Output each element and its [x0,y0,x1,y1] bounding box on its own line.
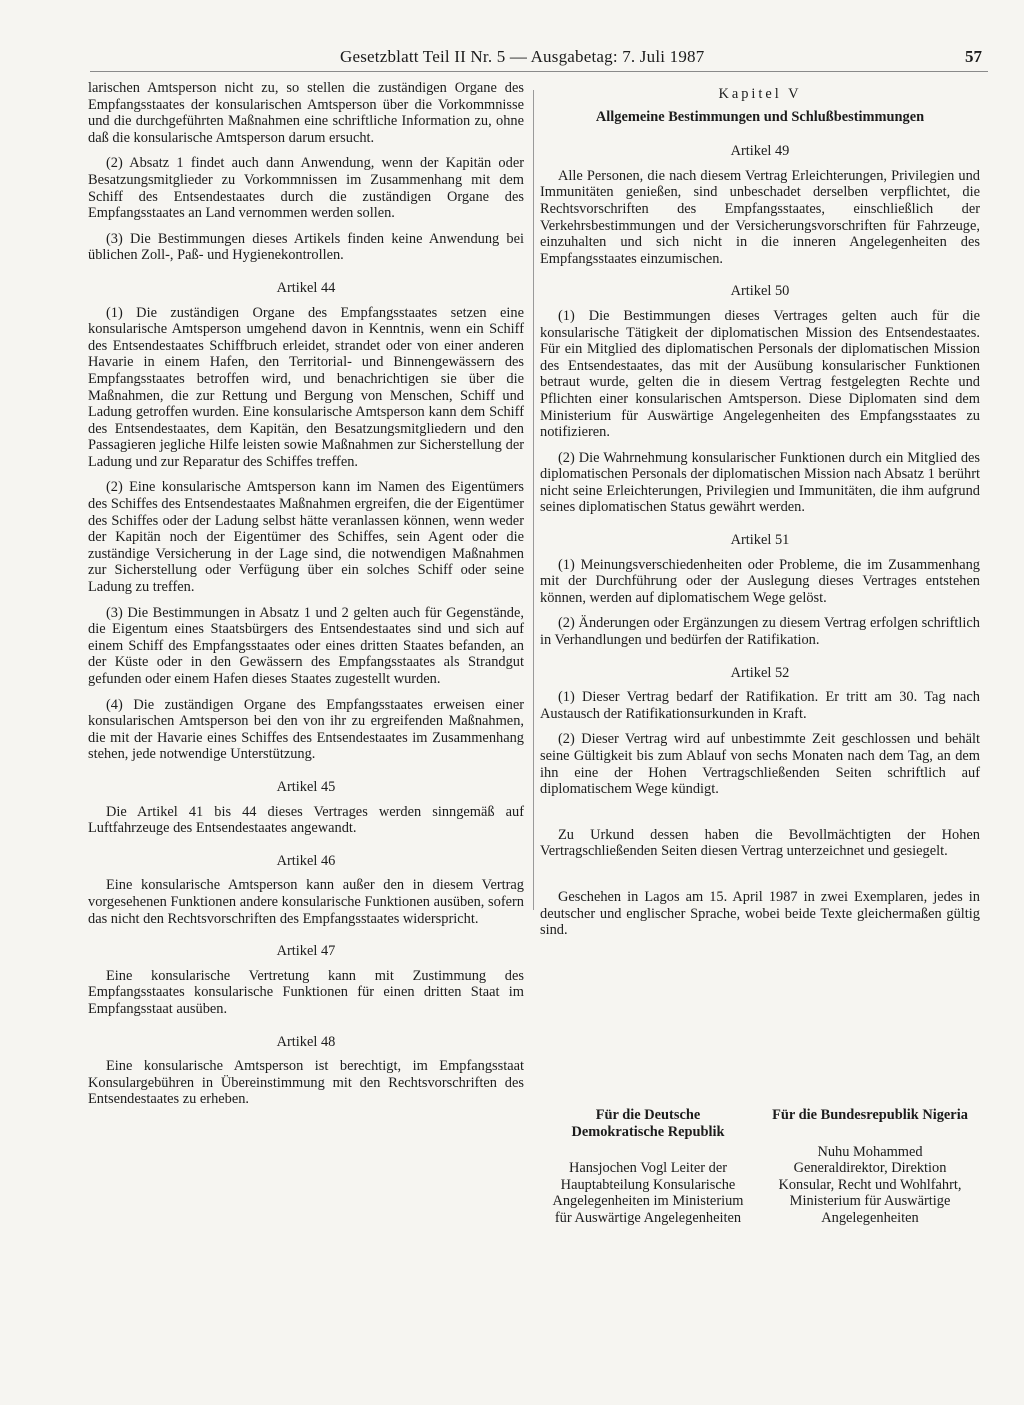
witness-clause: Zu Urkund dessen haben die Bevollmächtigten der Hohen Vertragschließenden Seiten diesen Vertrag unterzeichnet und gesiegelt. [540,826,980,860]
gazette-title: Gesetzblatt Teil II Nr. 5 — Ausgabetag: 7. Juli 1987 [340,47,705,66]
left-column [88,80,524,1117]
section-spacer [540,869,980,889]
article-46-heading: Artikel 46 [276,852,336,869]
article-47-heading: Artikel 47 [276,943,336,960]
signatory-name-gdr: Hansjochen Vogl Leiter der Hauptabteilung Konsularische Angelegenheiten im Ministerium für Auswärtige Angelegenheiten [552,1160,744,1226]
article-45-heading: Artikel 45 [276,778,336,795]
article-50-heading: Artikel 50 [730,283,790,300]
article-47-text: Eine konsularische Vertretung kann mit Zustimmung des Empfangsstaates konsularische Funktionen für einen dritten Staat im Empfangsstaat ausüben. [88,967,524,1017]
article-48-text: Eine konsularische Amtsperson ist berechtigt, im Empfangsstaat Konsulargebühren in Übereinstimmung mit den Rechtsvorschriften des Entsendestaates zu erheben. [88,1058,524,1108]
article-43-paragraph-2: (2) Absatz 1 findet auch dann Anwendung, wenn der Kapitän oder Besatzungsmitglieder zu Vorkommnissen im Zusammenhang mit dem Schiff des Entsendestaates durch die zuständigen Organe des Empfangsstaates an Land vernommen werden sollen. [88,155,524,222]
article-43-paragraph-3: (3) Die Bestimmungen dieses Artikels finden keine Anwendung bei üblichen Zoll-, Paß- und Hygienekontrollen. [88,230,524,264]
right-column [540,80,980,948]
article-50-paragraph-2: (2) Die Wahrnehmung konsularischer Funktionen durch ein Mitglied des diplomatischen Personals der diplomatischen Mission nach Absatz 1 berührt nicht seine Erleichterungen, Privilegien und Immunitäten, die ihm aufgrund seines diplomatischen Status gewährt werden. [540,449,980,516]
article-52-paragraph-1: (1) Dieser Vertrag bedarf der Ratifikation. Er tritt am 30. Tag nach Austausch der Ratifikationsurkunden in Kraft. [540,689,980,722]
article-51-heading: Artikel 51 [730,532,790,549]
chapter-subtitle: Allgemeine Bestimmungen und Schlußbestimmungen [595,108,925,125]
article-44-heading: Artikel 44 [276,279,336,296]
signatory-country-nigeria: Für die Bundesrepublik Nigeria [772,1107,968,1123]
paragraph-continued: larischen Amtsperson nicht zu, so stellen die zuständigen Organe des Empfangsstaates der konsularischen Amtsperson über die Vorkommnisse und die durchgeführten Maßnahmen eine schriftliche Information zu, ohne daß die konsularische Amtsperson darum ersucht. [88,80,524,146]
article-52-heading: Artikel 52 [730,664,790,681]
signature-block-gdr [548,1107,748,1227]
signatory-country-gdr: Für die Deutsche Demokratische Republik [571,1107,725,1140]
article-45-text: Die Artikel 41 bis 44 dieses Vertrages werden sinngemäß auf Luftfahrzeuge des Entsendestaates angewandt. [88,803,524,837]
place-date-clause: Geschehen in Lagos am 15. April 1987 in zwei Exemplaren, jedes in deutscher und englischer Sprache, wobei beide Texte gleichermaßen gültig sind. [540,888,980,939]
article-44-paragraph-2: (2) Eine konsularische Amtsperson kann im Namen des Eigentümers des Schiffes des Entsendestaates Maßnahmen ergreifen, die der Eigentümer des Schiffes oder der Ladung selbst hätte veranlassen können, wenn weder der Kapitän noch der Eigentümer des Schiffes, sein Agent oder die zuständige Versicherung in der Lage sind, die notwendigen Maßnahmen zur Sicherstellung oder Verfügung über ein solches Schiff oder seine Ladung zu treffen. [88,479,524,596]
article-52-paragraph-2: (2) Dieser Vertrag wird auf unbestimmte Zeit geschlossen und behält seine Gültigkeit bis zum Ablauf von sechs Monaten nach dem Tag, an dem ihn eine der Hohen Vertragschließenden Seiten schriftlich auf diplomatischem Wege kündigt. [540,731,980,798]
article-48-heading: Artikel 48 [276,1033,336,1050]
signature-block-nigeria [770,1107,970,1227]
page-header [90,47,988,72]
article-44-paragraph-1: (1) Die zuständigen Organe des Empfangsstaates setzen eine konsularische Amtsperson umgehend davon in Kenntnis, wenn ein Schiff des Entsendestaates Schiffbruch erleidet, strandet oder von einer anderen Havarie in einem Hafen, den Territorial- und Binnengewässern des Empfangsstaates betroffen wird, und benachrichtigen sie über die Maßnahmen, die zur Rettung und Bergung von Menschen, Schiff und Ladung getroffen wurden. Eine konsularische Amtsperson kann dem Schiff des Entsendestaates, dem Kapitän, den Besatzungsmitgliedern und den Passagieren jegliche Hilfe leisten sowie Maßnahmen zur Sicherstellung der Ladung und zur Reparatur des Schiffes treffen. [88,304,524,470]
chapter-heading: Kapitel V [718,86,802,102]
article-44-paragraph-4: (4) Die zuständigen Organe des Empfangsstaates erweisen einer konsularischen Amtsperson bei den von ihr zu ergreifenden Maßnahmen, die mit der Havarie eines Schiffes des Entsendestaates im Zusammenhang stehen, jede notwendige Unterstützung. [88,696,524,763]
signatory-name-nigeria: Nuhu Mohammed Generaldirektor, Direktion Konsular, Recht und Wohlfahrt, Ministerium für Auswärtige Angelegenheiten [778,1143,962,1226]
article-49-text: Alle Personen, die nach diesem Vertrag Erleichterungen, Privilegien und Immunitäten genießen, sind unbeschadet derselben verpflichtet, die Rechtsvorschriften des Empfangsstaates, einschließlich der Verkehrsbestimmungen und der Versicherungsvorschriften für Fahrzeuge, einzuhalten und sich nicht in die inneren Angelegenheiten des Empfangsstaates einzumischen. [540,167,980,267]
article-51-paragraph-1: (1) Meinungsverschiedenheiten oder Probleme, die im Zusammenhang mit der Durchführung oder der Auslegung dieses Vertrages entstehen können, werden auf diplomatischem Wege gelöst. [540,556,980,606]
article-44-paragraph-3: (3) Die Bestimmungen in Absatz 1 und 2 gelten auch für Gegenstände, die Eigentum eines Staatsbürgers des Entsendestaates sind und sich auf einem Schiff des Empfangsstaates oder eines dritten Staates befanden, an der Küste oder in den Gewässern des Empfangsstaates als Strandgut gefunden oder einem Hafen dieses Staates zugestellt wurden. [88,604,524,687]
article-46-text: Eine konsularische Amtsperson kann außer den in diesem Vertrag vorgesehenen Funktionen andere konsularische Funktionen ausüben, sofern das nicht den Rechtsvorschriften des Empfangsstaates widerspricht. [88,877,524,927]
column-divider [533,90,534,910]
article-51-paragraph-2: (2) Änderungen oder Ergänzungen zu diesem Vertrag erfolgen schriftlich in Verhandlungen und bedürfen der Ratifikation. [540,615,980,649]
page-number: 57 [965,47,982,66]
article-49-heading: Artikel 49 [730,143,790,160]
article-50-paragraph-1: (1) Die Bestimmungen dieses Vertrages gelten auch für die konsularische Tätigkeit der diplomatischen Mission des Entsendestaates. Für ein Mitglied des diplomatischen Personals der diplomatischen Mission des Entsendestaates, das mit der Ausübung konsularischer Funktionen betraut wurde, gelten die in diesem Vertrag festgelegten Rechte und Pflichten einer konsularischen Amtsperson. Diese Diplomaten sind dem Ministerium für Auswärtige Angelegenheiten des Empfangsstaates zu notifizieren. [540,307,980,441]
section-spacer [540,807,980,827]
